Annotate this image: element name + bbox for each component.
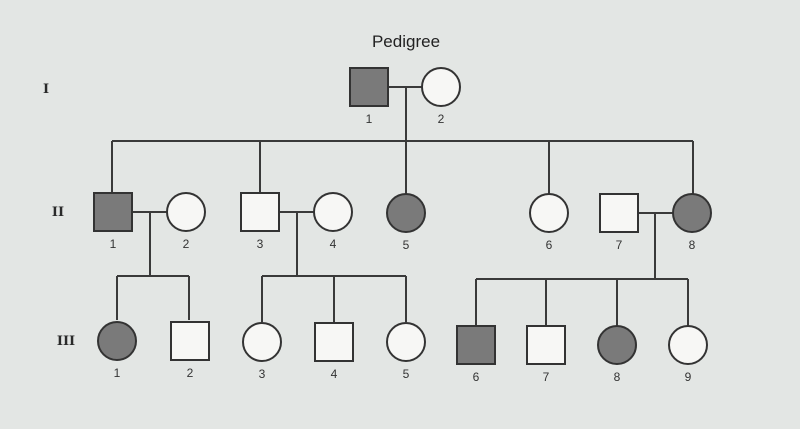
individual-iii-9-circle bbox=[669, 326, 707, 364]
chart-title: Pedigree bbox=[371, 32, 441, 51]
individual-ii-1-number: 1 bbox=[109, 237, 117, 251]
individual-iii-5-circle bbox=[387, 323, 425, 361]
individual-iii-1-number: 1 bbox=[113, 366, 121, 380]
individual-iii-5-number: 5 bbox=[402, 367, 410, 381]
individual-iii-8-number: 8 bbox=[613, 370, 621, 384]
individual-i-2-circle bbox=[422, 68, 460, 106]
individual-iii-4-number: 4 bbox=[330, 367, 338, 381]
individual-i-1-square bbox=[350, 68, 388, 106]
individual-i-1-number: 1 bbox=[365, 112, 373, 126]
individual-ii-6-number: 6 bbox=[545, 238, 553, 252]
individual-ii-7-number: 7 bbox=[615, 238, 623, 252]
individual-ii-3-square bbox=[241, 193, 279, 231]
individual-iii-3-number: 3 bbox=[258, 367, 266, 381]
individual-iii-4-square bbox=[315, 323, 353, 361]
individual-ii-4-circle bbox=[314, 193, 352, 231]
generation-label-iii: III bbox=[56, 334, 76, 349]
individual-iii-7-square bbox=[527, 326, 565, 364]
individual-iii-6-square bbox=[457, 326, 495, 364]
individual-ii-5-number: 5 bbox=[402, 238, 410, 252]
individual-iii-3-circle bbox=[243, 323, 281, 361]
generation-label-i: I bbox=[42, 82, 50, 97]
individual-iii-2-square bbox=[171, 322, 209, 360]
individuals bbox=[94, 68, 711, 384]
individual-i-2-number: 2 bbox=[437, 112, 445, 126]
individual-ii-8-number: 8 bbox=[688, 238, 696, 252]
individual-ii-2-number: 2 bbox=[182, 237, 190, 251]
individual-iii-2-number: 2 bbox=[186, 366, 194, 380]
individual-ii-2-circle bbox=[167, 193, 205, 231]
individual-ii-7-square bbox=[600, 194, 638, 232]
generation-label-ii: II bbox=[51, 205, 65, 220]
individual-ii-5-circle bbox=[387, 194, 425, 232]
individual-ii-4-number: 4 bbox=[329, 237, 337, 251]
individual-ii-3-number: 3 bbox=[256, 237, 264, 251]
individual-iii-9-number: 9 bbox=[684, 370, 692, 384]
individual-ii-8-circle bbox=[673, 194, 711, 232]
individual-ii-6-circle bbox=[530, 194, 568, 232]
individual-ii-1-square bbox=[94, 193, 132, 231]
individual-iii-1-circle bbox=[98, 322, 136, 360]
individual-iii-8-circle bbox=[598, 326, 636, 364]
individual-iii-7-number: 7 bbox=[542, 370, 550, 384]
individual-iii-6-number: 6 bbox=[472, 370, 480, 384]
